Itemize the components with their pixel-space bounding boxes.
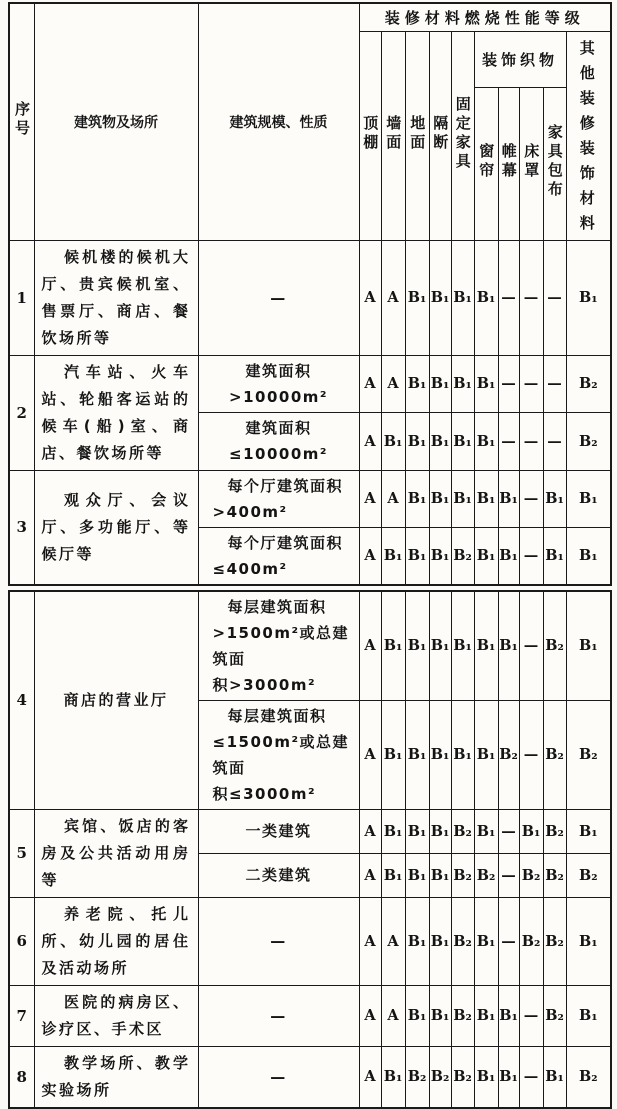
rating-cell: B₂	[498, 700, 519, 809]
serial-cell: 4	[9, 591, 34, 810]
rating-cell: B₂	[543, 809, 566, 853]
rating-cell: B₁	[451, 355, 474, 413]
rating-cell: —	[519, 355, 543, 413]
header-furniture-cover-cell	[543, 87, 566, 240]
fire-rating-table-part1	[8, 2, 612, 586]
header-row-group	[9, 3, 611, 31]
rating-cell: B₁	[429, 809, 451, 853]
rating-cell: B₁	[566, 897, 611, 985]
header-floor-label: 地面	[408, 114, 427, 153]
header-place-cell: 建筑物及场所	[34, 3, 198, 240]
header-bedspread-label: 床罩	[522, 142, 541, 181]
rating-cell: B₁	[381, 809, 405, 853]
rating-cell: —	[498, 240, 519, 355]
header-rating-group-cell: 装修材料燃烧性能等级	[359, 3, 611, 31]
rating-cell: A	[381, 897, 405, 985]
rating-cell: B₁	[566, 809, 611, 853]
serial-cell: 3	[9, 470, 34, 585]
place-cell: 养老院、托儿所、幼儿园的居住及活动场所	[34, 897, 198, 985]
rating-cell: B₁	[519, 809, 543, 853]
header-furniture-cover-label: 家具包布	[545, 123, 564, 200]
rating-cell: B₁	[405, 809, 429, 853]
fire-rating-table-part2	[8, 590, 612, 1109]
rating-cell: B₁	[429, 897, 451, 985]
rating-cell: B₂	[519, 853, 543, 897]
rating-cell: B₁	[474, 527, 498, 585]
rating-cell: B₁	[543, 470, 566, 527]
rating-cell: —	[543, 355, 566, 413]
rating-cell: B₁	[474, 809, 498, 853]
rating-cell: B₁	[405, 527, 429, 585]
rating-cell: B₁	[381, 413, 405, 471]
scale-cell: 每个厅建筑面积 ≤400m²	[198, 527, 359, 585]
rating-cell: A	[359, 527, 381, 585]
place-cell: 商店的营业厅	[34, 591, 198, 810]
rating-cell: —	[519, 470, 543, 527]
rating-cell: B₁	[498, 470, 519, 527]
rating-cell: B₁	[429, 240, 451, 355]
header-curtain-cell	[474, 87, 498, 240]
rating-cell: B₁	[474, 700, 498, 809]
rating-cell: B₁	[543, 1046, 566, 1108]
table-container	[8, 2, 610, 1109]
scale-cell: 建筑面积≤10000m²	[198, 413, 359, 471]
rating-cell: B₁	[381, 527, 405, 585]
header-scale-cell: 建筑规模、性质	[198, 3, 359, 240]
rating-cell: —	[498, 897, 519, 985]
rating-cell: B₁	[566, 470, 611, 527]
rating-cell: B₁	[474, 413, 498, 471]
rating-cell: A	[359, 897, 381, 985]
rating-cell: B₁	[381, 700, 405, 809]
rating-cell: B₁	[566, 591, 611, 701]
header-wall-label: 墙面	[384, 114, 403, 153]
scale-cell: —	[198, 240, 359, 355]
rating-cell: B₁	[429, 355, 451, 413]
rating-cell: B₁	[381, 1046, 405, 1108]
rating-cell: B₁	[474, 1046, 498, 1108]
header-floor-cell	[405, 31, 429, 240]
rating-cell: B₁	[543, 527, 566, 585]
rating-cell: B₁	[474, 897, 498, 985]
rating-cell: B₁	[381, 853, 405, 897]
rating-cell: B₂	[519, 897, 543, 985]
rating-cell: —	[498, 355, 519, 413]
rating-cell: —	[543, 240, 566, 355]
rating-cell: B₁	[498, 985, 519, 1046]
rating-cell: B₁	[405, 897, 429, 985]
rating-cell: B₂	[543, 897, 566, 985]
table-row	[9, 809, 611, 853]
header-fixed-furniture-label: 固定家具	[453, 95, 472, 172]
rating-cell: B₁	[451, 240, 474, 355]
table-row	[9, 355, 611, 413]
rating-cell: B₂	[543, 985, 566, 1046]
scale-cell: 每层建筑面积 >1500m²或总建筑面 积>3000m²	[198, 591, 359, 701]
rating-cell: B₁	[429, 470, 451, 527]
rating-cell: A	[359, 240, 381, 355]
place-cell: 宾馆、饭店的客房及公共活动用房等	[34, 809, 198, 897]
rating-cell: B₂	[451, 985, 474, 1046]
header-serial-cell	[9, 3, 34, 240]
rating-cell: B₁	[405, 700, 429, 809]
rating-cell: A	[381, 355, 405, 413]
header-ceiling-cell	[359, 31, 381, 240]
rating-cell: A	[359, 355, 381, 413]
rating-cell: B₁	[405, 355, 429, 413]
scale-cell: —	[198, 985, 359, 1046]
serial-cell: 2	[9, 355, 34, 470]
rating-cell: B₁	[429, 413, 451, 471]
rating-cell: B₂	[543, 700, 566, 809]
rating-cell: B₁	[405, 470, 429, 527]
rating-cell: —	[519, 591, 543, 701]
rating-cell: A	[359, 985, 381, 1046]
scale-cell: 一类建筑	[198, 809, 359, 853]
place-cell: 观众厅、会议厅、多功能厅、等候厅等	[34, 470, 198, 585]
serial-cell: 6	[9, 897, 34, 985]
rating-cell: —	[498, 809, 519, 853]
rating-cell: B₁	[566, 985, 611, 1046]
rating-cell: B₁	[429, 527, 451, 585]
rating-cell: B₂	[429, 1046, 451, 1108]
rating-cell: —	[519, 240, 543, 355]
rating-cell: B₁	[498, 527, 519, 585]
header-drapery-cell	[498, 87, 519, 240]
table-row	[9, 985, 611, 1046]
rating-cell: B₁	[451, 470, 474, 527]
rating-cell: B₂	[451, 897, 474, 985]
serial-cell: 5	[9, 809, 34, 897]
rating-cell: —	[498, 853, 519, 897]
rating-cell: B₂	[566, 853, 611, 897]
serial-cell: 1	[9, 240, 34, 355]
header-partition-cell	[429, 31, 451, 240]
scale-cell: 二类建筑	[198, 853, 359, 897]
rating-cell: A	[381, 240, 405, 355]
serial-cell: 8	[9, 1046, 34, 1108]
rating-cell: B₂	[566, 700, 611, 809]
rating-cell: B₁	[429, 700, 451, 809]
place-cell: 汽车站、火车站、轮船客运站的候车(船)室、商店、餐饮场所等	[34, 355, 198, 470]
scale-cell: 建筑面积>10000m²	[198, 355, 359, 413]
rating-cell: A	[381, 470, 405, 527]
rating-cell: —	[519, 985, 543, 1046]
rating-cell: B₂	[451, 853, 474, 897]
rating-cell: —	[543, 413, 566, 471]
rating-cell: B₁	[498, 591, 519, 701]
rating-cell: B₂	[474, 853, 498, 897]
header-serial-label: 序号	[13, 100, 31, 139]
rating-cell: B₁	[451, 413, 474, 471]
rating-cell: B₁	[405, 413, 429, 471]
rating-cell: A	[359, 591, 381, 701]
rating-cell: B₂	[405, 1046, 429, 1108]
rating-cell: B₁	[474, 240, 498, 355]
header-curtain-label: 窗帘	[477, 142, 496, 181]
header-wall-cell	[381, 31, 405, 240]
header-drapery-label: 帷幕	[499, 142, 518, 181]
table-row	[9, 470, 611, 527]
rating-cell: B₂	[451, 527, 474, 585]
rating-cell: B₁	[429, 985, 451, 1046]
rating-cell: A	[359, 470, 381, 527]
header-partition-label: 隔断	[431, 114, 450, 153]
rating-cell: B₁	[474, 591, 498, 701]
rating-cell: B₂	[543, 853, 566, 897]
header-fixed-furniture-cell	[451, 31, 474, 240]
rating-cell: B₁	[405, 591, 429, 701]
rating-cell: B₂	[566, 355, 611, 413]
serial-cell: 7	[9, 985, 34, 1046]
scale-cell: —	[198, 1046, 359, 1108]
rating-cell: B₁	[405, 985, 429, 1046]
rating-cell: A	[359, 700, 381, 809]
rating-cell: B₁	[451, 591, 474, 701]
place-cell: 候机楼的候机大厅、贵宾候机室、售票厅、商店、餐饮场所等	[34, 240, 198, 355]
rating-cell: B₂	[451, 809, 474, 853]
rating-cell: —	[519, 1046, 543, 1108]
rating-cell: A	[381, 985, 405, 1046]
rating-cell: B₁	[566, 240, 611, 355]
rating-cell: A	[359, 853, 381, 897]
header-fabric-group-cell: 装饰织物	[474, 31, 566, 87]
rating-cell: B₂	[566, 413, 611, 471]
rating-cell: —	[519, 700, 543, 809]
rating-cell: B₁	[429, 591, 451, 701]
place-cell: 教学场所、教学实验场所	[34, 1046, 198, 1108]
place-cell: 医院的病房区、诊疗区、手术区	[34, 985, 198, 1046]
rating-cell: B₁	[381, 591, 405, 701]
rating-cell: B₁	[498, 1046, 519, 1108]
rating-cell: B₂	[543, 591, 566, 701]
rating-cell: B₁	[405, 853, 429, 897]
table-row	[9, 240, 611, 355]
header-ceiling-label: 顶棚	[361, 114, 380, 153]
rating-cell: B₁	[429, 853, 451, 897]
rating-cell: B₁	[474, 985, 498, 1046]
rating-cell: B₁	[451, 700, 474, 809]
rating-cell: B₁	[566, 527, 611, 585]
rating-cell: —	[519, 527, 543, 585]
rating-cell: —	[498, 413, 519, 471]
table-row	[9, 897, 611, 985]
table-row	[9, 1046, 611, 1108]
rating-cell: A	[359, 809, 381, 853]
rating-cell: B₁	[405, 240, 429, 355]
table-row	[9, 591, 611, 701]
rating-cell: B₁	[474, 355, 498, 413]
rating-cell: —	[519, 413, 543, 471]
rating-cell: B₂	[451, 1046, 474, 1108]
rating-cell: B₂	[566, 1046, 611, 1108]
scale-cell: —	[198, 897, 359, 985]
header-other-cell: 其他装修装饰材料	[566, 31, 611, 240]
rating-cell: A	[359, 1046, 381, 1108]
header-bedspread-cell	[519, 87, 543, 240]
scale-cell: 每层建筑面积 ≤1500m²或总建筑面 积≤3000m²	[198, 700, 359, 809]
rating-cell: B₁	[474, 470, 498, 527]
scale-cell: 每个厅建筑面积 >400m²	[198, 470, 359, 527]
rating-cell: A	[359, 413, 381, 471]
